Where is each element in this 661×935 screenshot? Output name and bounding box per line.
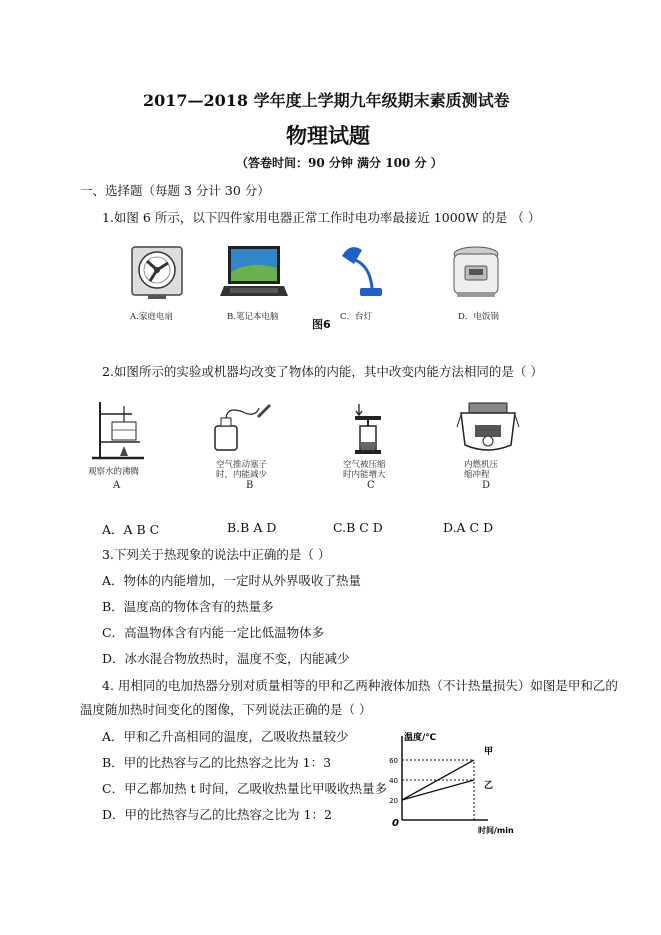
- q2-caption-b-line2: 时，内能减少: [216, 470, 268, 480]
- y-tick-label: 60: [389, 757, 398, 765]
- q1-caption-b: B.笔记本电脑: [227, 312, 279, 322]
- q4-stem-line2: 温度随加热时间变化的图像，下列说法正确的是（ ）: [80, 702, 372, 717]
- desk-lamp-image: [336, 242, 386, 302]
- q2-option-b: B.B A D: [227, 520, 277, 535]
- q2-caption-a: 观察水的沸腾: [88, 467, 140, 477]
- q2-letter-c: C: [367, 480, 375, 491]
- q2-letter-d: D: [482, 480, 491, 491]
- q2-option-d: D.A C D: [443, 520, 494, 535]
- q4-option-b: B．甲的比热容与乙的比热容之比为 1：3: [102, 755, 332, 770]
- q2-caption-d-line2: 缩冲程: [464, 470, 490, 480]
- q2-caption-c-line1: 空气被压缩: [343, 460, 386, 470]
- rice-cooker-image: [447, 244, 505, 302]
- q4-option-c: C．甲乙都加热 t 时间，乙吸收热量比甲吸收热量多: [102, 781, 388, 796]
- q4-option-a: A．甲和乙升高相同的温度，乙吸收热量较少: [102, 729, 349, 744]
- q1-figure-label: 图6: [312, 318, 331, 331]
- q4-option-d: D．甲的比热容与乙的比热容之比为 1：2: [102, 807, 332, 822]
- q3-option-d: D．冰水混合物放热时，温度不变，内能减少: [102, 651, 350, 666]
- engine-compression-image: [455, 401, 521, 457]
- q2-letter-a: A: [113, 480, 121, 491]
- q3-option-b: B．温度高的物体含有的热量多: [102, 599, 274, 614]
- q2-stem: 2.如图所示的实验或机器均改变了物体的内能，其中改变内能方法相同的是（ ）: [102, 364, 543, 379]
- q2-caption-d-line1: 内燃机压: [464, 460, 499, 470]
- q2-caption-b-line1: 空气推动塞子: [216, 460, 268, 470]
- y-tick-label: 40: [389, 777, 398, 785]
- air-pushes-stopper-image: [207, 402, 277, 456]
- boiling-water-apparatus-image: [88, 400, 148, 462]
- section-heading: 一、选择题（每题 3 分计 30 分）: [80, 183, 270, 198]
- series-label: 甲: [484, 747, 494, 757]
- q3-stem: 3.下列关于热现象的说法中正确的是（ ）: [102, 547, 331, 562]
- exam-meta: （答卷时间：90 分钟 满分 100 分 ）: [236, 156, 443, 170]
- q1-caption-c: C．台灯: [340, 312, 373, 322]
- exam-title: 2017—2018 学年度上学期九年级期末素质测试卷: [143, 91, 510, 110]
- air-compressed-image: [347, 402, 387, 456]
- temperature-time-chart: [380, 728, 540, 842]
- q2-option-a: A．A B C: [102, 522, 160, 537]
- laptop-image: [220, 244, 288, 302]
- q1-caption-a: A.家庭电扇: [130, 312, 173, 322]
- fan-image: [128, 243, 186, 301]
- q2-caption-c-line2: 时内能增大: [343, 470, 386, 480]
- series-line: [402, 780, 474, 800]
- q3-option-c: C．高温物体含有内能一定比低温物体多: [102, 625, 325, 640]
- series-label: 乙: [484, 781, 494, 791]
- q1-caption-d: D．电饭锅: [458, 312, 499, 322]
- q2-option-c: C.B C D: [333, 520, 383, 535]
- q1-stem: 1.如图 6 所示，以下四件家用电器正常工作时电功率最接近 1000W 的是 （ ）: [102, 210, 541, 225]
- q2-letter-b: B: [246, 480, 254, 491]
- q3-option-a: A．物体的内能增加，一定时从外界吸收了热量: [102, 573, 362, 588]
- q4-stem-line1: 4. 用相同的电加热器分别对质量相等的甲和乙两种液体加热（不计热量损失）如图是甲和乙的: [102, 678, 618, 693]
- subject-title: 物理试题: [286, 123, 370, 148]
- y-axis-label: 温度/℃: [404, 733, 437, 743]
- y-tick-label: 20: [389, 797, 398, 805]
- x-axis-label: 时间/min: [478, 826, 514, 835]
- origin-label: 0: [392, 818, 399, 829]
